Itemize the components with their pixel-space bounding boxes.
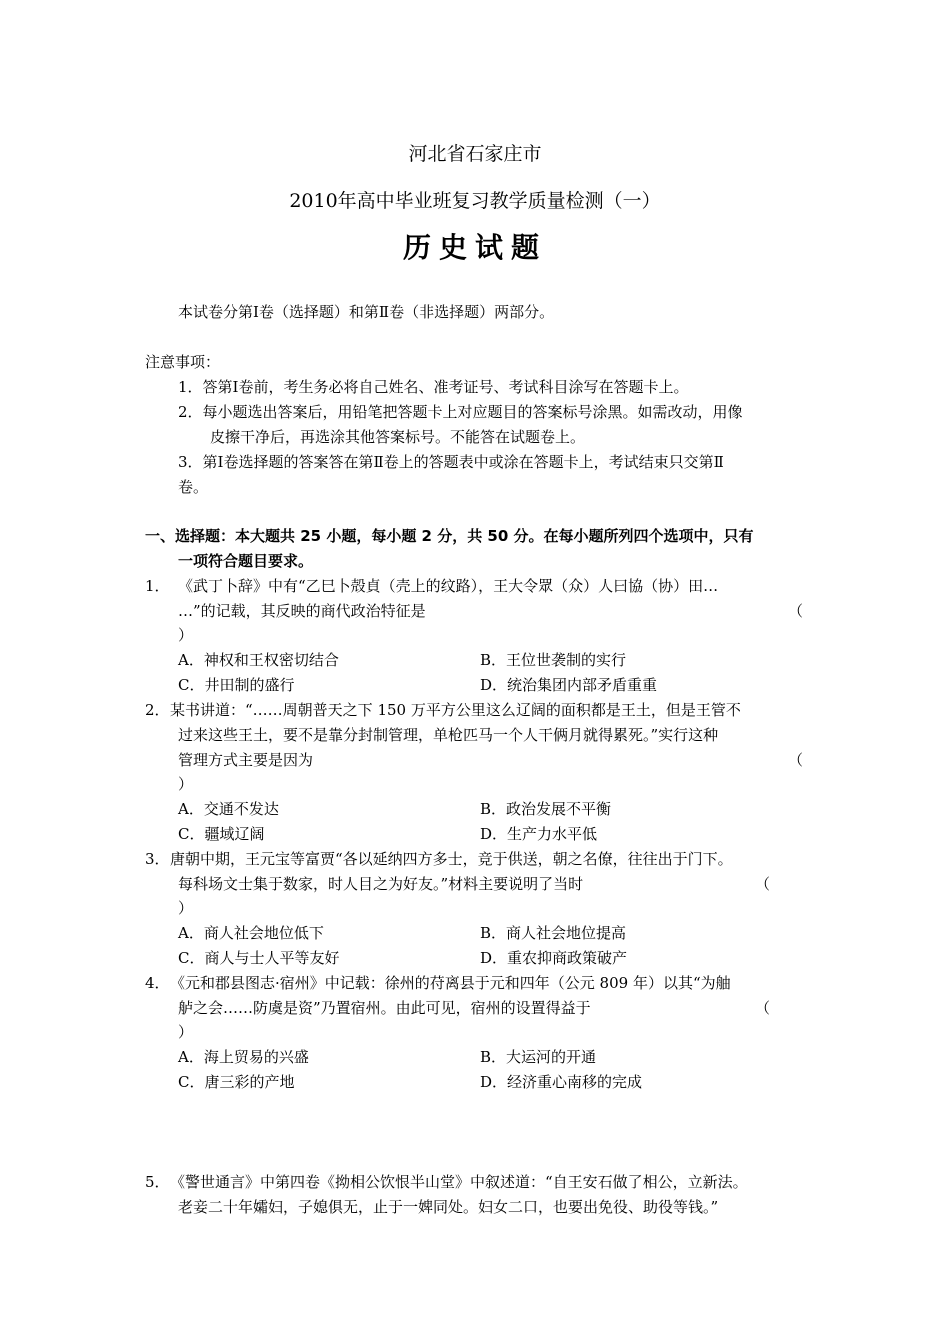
- question-4-option-c: C．唐三彩的产地: [178, 1073, 295, 1091]
- question-1-answer-paren-close: ）: [178, 626, 194, 644]
- question-2-number: 2．: [145, 701, 170, 719]
- question-3-answer-paren-close: ）: [178, 899, 194, 917]
- note-3-line2: 卷。: [178, 478, 209, 496]
- question-3-option-d: D．重农抑商政策破产: [480, 949, 628, 967]
- question-1-answer-paren-open: （: [788, 602, 804, 620]
- intro-text: 本试卷分第Ⅰ卷（选择题）和第Ⅱ卷（非选择题）两部分。: [178, 303, 555, 321]
- question-3-stem-line2: 每科场文士集于数家，时人目之为好友。”材料主要说明了当时: [178, 875, 584, 893]
- question-2-option-d: D．生产力水平低: [480, 825, 598, 843]
- question-1-option-d: D．统治集团内部矛盾重重: [480, 676, 658, 694]
- question-4-option-d: D．经济重心南移的完成: [480, 1073, 643, 1091]
- question-2-option-c: C．疆域辽阔: [178, 825, 265, 843]
- section-title-line1: 一、选择题：本大题共 25 小题，每小题 2 分，共 50 分。在每小题所列四个选项中，只有: [145, 527, 754, 545]
- header-region: 河北省石家庄市: [408, 143, 542, 165]
- question-4-stem-line2: 舻之会……防虞是资”乃置宿州。由此可见，宿州的设置得益于: [178, 999, 591, 1017]
- question-3-stem-line1: 唐朝中期，王元宝等富贾“各以延纳四方多士，竞于供送，朝之名僚，往往出于门下。: [170, 850, 733, 868]
- question-4-option-a: A．海上贸易的兴盛: [178, 1048, 309, 1066]
- question-1-stem-line1: 《武丁卜辞》中有“乙巳卜殻貞（壳上的纹路），王大令眾（众）人曰協（协）田…: [178, 577, 719, 595]
- question-3-option-b: B．商人社会地位提高: [480, 924, 627, 942]
- question-2-answer-paren-close: ）: [178, 775, 194, 793]
- header-exam-title: 2010年高中毕业班复习教学质量检测（一）: [289, 190, 661, 212]
- question-2-stem-line3: 管理方式主要是因为: [178, 751, 314, 769]
- question-1-option-c: C．井田制的盛行: [178, 676, 295, 694]
- question-1-number: 1．: [145, 577, 170, 595]
- question-1-stem-line2: …”的记载，其反映的商代政治特征是: [178, 602, 426, 620]
- note-2-line1: 2．每小题选出答案后，用铅笔把答题卡上对应题目的答案标号涂黑。如需改动，用像: [178, 403, 743, 421]
- question-5-stem-line1: 《警世通言》中第四卷《拗相公饮恨半山堂》中叙述道：“自王安石做了相公，立新法。: [170, 1173, 748, 1191]
- question-2-stem-line2: 过来这些王土，要不是靠分封制管理，单枪匹马一个人干俩月就得累死。”实行这种: [178, 726, 719, 744]
- question-3-option-a: A．商人社会地位低下: [178, 924, 324, 942]
- question-1-option-a: A．神权和王权密切结合: [178, 651, 339, 669]
- question-3-option-c: C．商人与士人平等友好: [178, 949, 340, 967]
- question-4-option-b: B．大运河的开通: [480, 1048, 597, 1066]
- note-1: 1．答第Ⅰ卷前，考生务必将自己姓名、准考证号、考试科目涂写在答题卡上。: [178, 378, 689, 396]
- header-subject: 历史试题: [402, 231, 547, 264]
- note-3-line1: 3．第Ⅰ卷选择题的答案答在第Ⅱ卷上的答题表中或涂在答题卡上，考试结束只交第Ⅱ: [178, 453, 724, 471]
- question-4-number: 4．: [145, 974, 170, 992]
- question-4-stem-line1: 《元和郡县图志·宿州》中记载：徐州的苻离县于元和四年（公元 809 年）以其“为舳: [170, 974, 731, 992]
- notes-heading: 注意事项：: [145, 353, 221, 371]
- question-3-number: 3．: [145, 850, 170, 868]
- question-4-answer-paren-open: （: [755, 999, 771, 1017]
- question-4-answer-paren-close: ）: [178, 1023, 194, 1041]
- question-3-answer-paren-open: （: [755, 875, 771, 893]
- question-2-option-a: A．交通不发达: [178, 800, 279, 818]
- question-2-option-b: B．政治发展不平衡: [480, 800, 612, 818]
- section-title-line2: 一项符合题目要求。: [178, 552, 314, 570]
- note-2-line2: 皮擦干净后，再选涂其他答案标号。不能答在试题卷上。: [210, 428, 586, 446]
- question-2-stem-line1: 某书讲道：“……周朝普天之下 150 万平方公里这么辽阔的面积都是王土，但是王管不: [170, 701, 741, 719]
- question-2-answer-paren-open: （: [788, 751, 804, 769]
- question-1-option-b: B．王位世袭制的实行: [480, 651, 627, 669]
- question-5-stem-line2: 老妾二十年孀妇，子媳俱无，止于一婢同处。妇女二口，也要出免役、助役等钱。”: [178, 1198, 719, 1216]
- question-5-number: 5．: [145, 1173, 170, 1191]
